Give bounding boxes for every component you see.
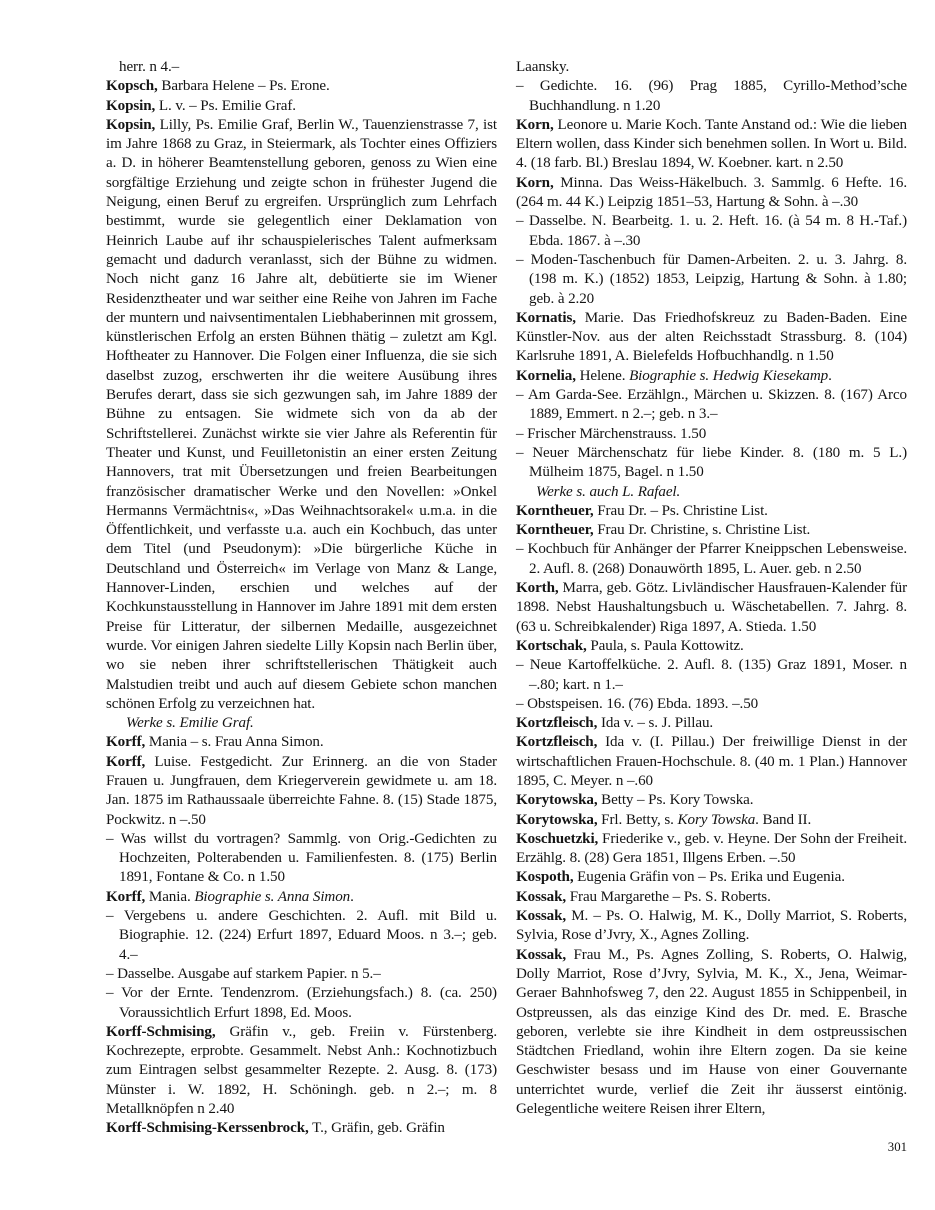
text-run: M. – Ps. O. Halwig, M. K., Dolly Marriot, S. Roberts, Sylvia, Rose d’Jvry, X., Agnes Zolling. (516, 908, 907, 944)
text-run: Ida v. – s. J. Pillau. (597, 715, 714, 732)
work-list-item (516, 77, 907, 116)
text-run: – Dasselbe. Ausgabe auf starkem Papier. n 5.– (106, 965, 381, 982)
work-list-item (516, 425, 907, 444)
entry-name: Kornatis, (516, 309, 576, 326)
text-run: Werke s. Emilie Graf. (126, 715, 254, 732)
work-list-item (106, 907, 497, 965)
lexicon-entry (516, 174, 907, 213)
text-run: Lilly, Ps. Emilie Graf, Berlin W., Tauenzienstrasse 7, ist im Jahre 1868 zu Graz, in Steiermark, als Tochter eines Offiziers a. D. in höherer Beamtenstellung geboren, genoss zu Wien eine sorgfältige Erziehung und zeigte schon in frühester Jugend die Neigung, einen Beruf zu ergreifen. Ursprünglich zum Lehrfach bestimmt, wurde sie gelegentlich einer Deklamation von Heinrich Laube auf ihr schauspielerisches Talent aufmerksam gemacht und dadurch veranlasst, sich der Bühne zu widmen. Noch nicht ganz 16 Jahre alt, debütierte sie im Wiener Residenztheater und war seither eine Reihe von Jahren im Fache der muntern und naivsentimentalen Liebhaberinnen mit grossem, künstlerischen Erfolg an ersten Bühnen thätig – zuletzt am Kgl. Hoftheater zu Hannover. Die Folgen einer Influenza, die sie sich daselbst zuzog, erschwerten ihr die weitere Ausübung ihres Berufes derart, dass sie sich gezwungen sah, im Jahre 1889 der Bühne zu entsagen. Sie widmete sich von da ab der Schriftstellerei. Zunächst wirkte sie vier Jahre als Referentin für Theater und Kunst, und Feuilletonistin an einer ersten Zeitung Hannovers, trat mit Übersetzungen und freien Bearbeitungen französischer dramatischer Werke und den Novellen: »Onkel Hermanns Vermächtnis«, »Das Weihnachtsorakel« u.m.a. in die Öffentlichkeit, und verfasste u.a. auch ein Kochbuch, das unter dem Titel (und Pseudonym): »Die bürgerliche Küche in Deutschland und Österreich« im Verlage von Manz & Lange, Hannover-Linden, erschien und welches auf der Kochkunstausstellung in Hannover im Jahre 1891 mit dem ersten Preise für Litteratur, der silbernen Medaille, ausgezeichnet wurde. Vor einigen Jahren siedelte Lilly Kopsin nach Berlin über, wo sie neben ihrer schriftstellerischen Thätigkeit auch Malstudien treibt und auch auf diesem Gebiete schon manchen schönen Erfolg zu verzeichnen hat. (106, 116, 497, 712)
lexicon-entry (516, 714, 907, 733)
entry-name: Korth, (516, 580, 559, 597)
lexicon-entry (516, 637, 907, 656)
entry-name: Koschuetzki, (516, 830, 599, 847)
entry-name: Kospoth, (516, 869, 574, 886)
text-run: Biographie s. Anna Simon (194, 888, 351, 905)
lexicon-entry (106, 116, 497, 714)
text-run: – Vor der Ernte. Tendenzrom. (Erziehungsfach.) 8. (ca. 250) Voraussichtlich Erfurt 1898, Ed. Moos. (106, 985, 497, 1021)
entry-name: Kopsin, (106, 116, 156, 133)
lexicon-entry (106, 97, 497, 116)
right-column (516, 58, 907, 1139)
work-list-item (516, 212, 907, 251)
entry-name: Korn, (516, 116, 554, 133)
lexicon-entry (516, 888, 907, 907)
lexicon-entry (516, 907, 907, 946)
lexicon-entry (516, 116, 907, 174)
text-run: Gräfin v., geb. Freiin v. Fürstenberg. Kochrezepte, erprobte. Gesammelt. Nebst Anh.: Kochnotizbuch zum Eintragen selbst gesammelter Rezepte. 2. Ausg. 8. (173) Münster i. W. 1892, H. Schöningh. geb. n 2.–; m. 8 Metallknöpfen n 2.40 (106, 1023, 497, 1118)
entry-name: Kortzfleisch, (516, 734, 598, 751)
text-run: – Frischer Märchenstrauss. 1.50 (516, 425, 707, 442)
entry-name: Korff, (106, 888, 146, 905)
lexicon-entry (106, 733, 497, 752)
text-run: Werke s. auch L. Rafael. (536, 483, 681, 500)
entry-name: Korff, (106, 734, 146, 751)
text-run: Helene. (575, 367, 630, 384)
work-list-item (516, 540, 907, 579)
text-run: Luise. Festgedicht. Zur Erinnerg. an die von Stader Frauen u. Jungfrauen, dem Kriegerverein gewidmete u. am 18. Jan. 1875 im Rathaussaale überreichte Fahne. 8. (15) Stade 1875, Pockwitz. n –.50 (106, 753, 497, 828)
text-run: . Band II. (755, 811, 812, 828)
text-run: Frau Dr. – Ps. Christine List. (593, 502, 768, 519)
work-list-item (516, 444, 907, 483)
lexicon-entry (516, 733, 907, 791)
text-run: Barbara Helene – Ps. Erone. (157, 78, 330, 95)
text-run: Frl. Betty, s. (597, 811, 678, 828)
left-column (106, 58, 497, 1139)
text-run: – Neue Kartoffelküche. 2. Aufl. 8. (135) Graz 1891, Moser. n –.80; kart. n 1.– (516, 657, 907, 693)
text-run: Biographie s. Hedwig Kiesekamp (629, 367, 829, 384)
works-reference-note (106, 714, 497, 733)
text-run: . (350, 888, 354, 905)
entry-name: Korff, (106, 753, 146, 770)
text-run: Mania – s. Frau Anna Simon. (145, 734, 324, 751)
text-run: Mania. (145, 888, 195, 905)
text-run: T., Gräfin, geb. Gräfin (308, 1120, 445, 1137)
work-list-item (516, 695, 907, 714)
entry-name: Kossak, (516, 908, 567, 925)
text-run: – Obstspeisen. 16. (76) Ebda. 1893. –.50 (516, 695, 759, 712)
work-list-item (516, 386, 907, 425)
lexicon-entry (106, 77, 497, 96)
lexicon-entry (516, 367, 907, 386)
lexicon-entry (516, 791, 907, 810)
text-run: – Am Garda-See. Erzählgn., Märchen u. Skizzen. 8. (167) Arco 1889, Emmert. n 2.–; geb. n 3.– (516, 387, 907, 423)
lexicon-entry (516, 946, 907, 1120)
work-list-item (106, 984, 497, 1023)
text-run: – Neuer Märchenschatz für liebe Kinder. 8. (180 m. 5 L.) Mülheim 1875, Bagel. n 1.50 (516, 444, 907, 481)
lexicon-entry (106, 1119, 497, 1138)
work-list-item (516, 251, 907, 309)
text-run: – Gedichte. 16. (96) Prag 1885, Cyrillo-Method’sche Buchhandlung. n 1.20 (516, 78, 907, 114)
entry-name: Kortzfleisch, (516, 715, 598, 732)
text-run: . (828, 367, 832, 384)
text-run: Marra, geb. Götz. Livländischer Hausfrauen-Kalender für 1898. Nebst Haushaltungsbuch u. Wäschetabellen. 7. Jahrg. 8. (63 u. Schreibkalender) Riga 1897, A. Stieda. 1.50 (516, 580, 907, 635)
lexicon-entry (516, 502, 907, 521)
work-list-item (106, 965, 497, 984)
text-run: Eugenia Gräfin von – Ps. Erika und Eugenia. (573, 869, 845, 886)
entry-name: Korff-Schmising-Kerssenbrock, (106, 1120, 309, 1137)
text-run: Leonore u. Marie Koch. Tante Anstand od.: Wie die lieben Eltern wollen, dass Kinder sich benehmen sollen. In Wort u. Bild. 4. (18 farb. Bl.) Breslau 1894, W. Koebner. kart. n 2.50 (516, 116, 907, 172)
text-run: Frau Margarethe – Ps. S. Roberts. (566, 888, 771, 905)
text-run: Paula, s. Paula Kottowitz. (586, 637, 744, 654)
entry-name: Kossak, (516, 946, 567, 963)
text-run: Betty – Ps. Kory Towska. (597, 792, 754, 809)
entry-name: Kopsch, (106, 78, 158, 95)
text-columns (106, 58, 907, 1139)
text-run: Kory Towska (677, 811, 756, 828)
text-run: – Kochbuch für Anhänger der Pfarrer Kneippschen Lebensweise. 2. Aufl. 8. (268) Donauwörth 1895, L. Auer. geb. n 2.50 (516, 541, 907, 577)
lexicon-entry (516, 868, 907, 887)
text-run: herr. n 4.– (119, 59, 180, 75)
text-run: Minna. Das Weiss-Häkelbuch. 3. Sammlg. 6 Hefte. 16. (264 m. 44 K.) Leipzig 1851–53, Hartung & Sohn. à –.30 (516, 174, 907, 211)
text-run: L. v. – Ps. Emilie Graf. (155, 97, 296, 114)
lexicon-entry (516, 521, 907, 540)
page-number: 301 (887, 1140, 907, 1154)
lexicon-entry (516, 830, 907, 869)
lexicon-entry (106, 753, 497, 830)
continued-text (106, 58, 497, 77)
entry-name: Kossak, (516, 888, 567, 905)
entry-name: Korn, (516, 174, 554, 191)
lexicon-entry (516, 811, 907, 830)
text-run: Friederike v., geb. v. Heyne. Der Sohn der Freiheit. Erzählg. 8. (28) Gera 1851, Illgens Erben. –.50 (516, 830, 907, 867)
entry-name: Korntheuer, (516, 522, 594, 539)
entry-name: Kortschak, (516, 637, 587, 654)
entry-name: Korytowska, (516, 792, 598, 809)
entry-name: Korff-Schmising, (106, 1023, 216, 1040)
text-run: – Was willst du vortragen? Sammlg. von Orig.-Gedichten zu Hochzeiten, Polterabenden u. Familienfesten. 8. (175) Berlin 1891, Fontane & Co. n 1.50 (106, 830, 497, 886)
lexicon-entry (516, 579, 907, 637)
text-run: Marie. Das Friedhofskreuz zu Baden-Baden. Eine Künstler-Nov. aus der alten Reichsstadt Strassburg. 8. (104) Karlsruhe 1891, A. Bielefelds Hofbuchhandlg. n 1.50 (516, 309, 907, 365)
works-reference-note (516, 483, 907, 502)
entry-name: Korntheuer, (516, 502, 594, 519)
lexicon-entry (516, 309, 907, 367)
work-list-item (106, 830, 497, 888)
text-run: Ida v. (I. Pillau.) Der freiwillige Dienst in der wirtschaftlichen Frauen-Hochschule. 8. (40 m. 1 Plan.) Hannover 1895, C. Meyer. n –.60 (516, 734, 907, 789)
text-run: Laansky. (516, 59, 570, 75)
text-run: – Dasselbe. N. Bearbeitg. 1. u. 2. Heft. 16. (à 54 m. 8 H.-Taf.) Ebda. 1867. à –.30 (516, 213, 907, 249)
text-run: – Moden-Taschenbuch für Damen-Arbeiten. 2. u. 3. Jahrg. 8. (198 m. K.) (1852) 1853, Leipzig, Hartung & Sohn. à 1.80; geb. à 2.20 (516, 251, 907, 307)
lexicon-entry (106, 1023, 497, 1119)
entry-name: Korytowska, (516, 811, 598, 828)
lexicon-entry (106, 888, 497, 907)
text-run: Frau M., Ps. Agnes Zolling, S. Roberts, O. Halwig, Dolly Marriot, Rose d’Jvry, Sylvia, M. K., X., Jena, Weimar-Geraer Bahnhofsweg 7, den 22. August 1855 in Schippenbeil, in Ostpreussen, als das einzige Kind des Dr. med. E. Brasche geboren, verlebte sie ihre Kindheit in dem ostpreussischen Städtchen Friedland, wohin ihre Eltern zogen. Da sie keine Geschwister besass und im Hause von einer Gouvernante unterrichtet wurde, verlief die Zeit ihr äusserst eintönig. Gelegentliche weitere Reisen ihrer Eltern, (516, 946, 907, 1118)
entry-name: Kornelia, (516, 367, 576, 384)
text-run: Frau Dr. Christine, s. Christine List. (593, 522, 811, 539)
work-list-item (516, 656, 907, 695)
entry-name: Kopsin, (106, 97, 156, 114)
continued-text (516, 58, 907, 77)
text-run: – Vergebens u. andere Geschichten. 2. Aufl. mit Bild u. Biographie. 12. (224) Erfurt 1897, Eduard Moos. n 3.–; geb. 4.– (106, 908, 497, 963)
